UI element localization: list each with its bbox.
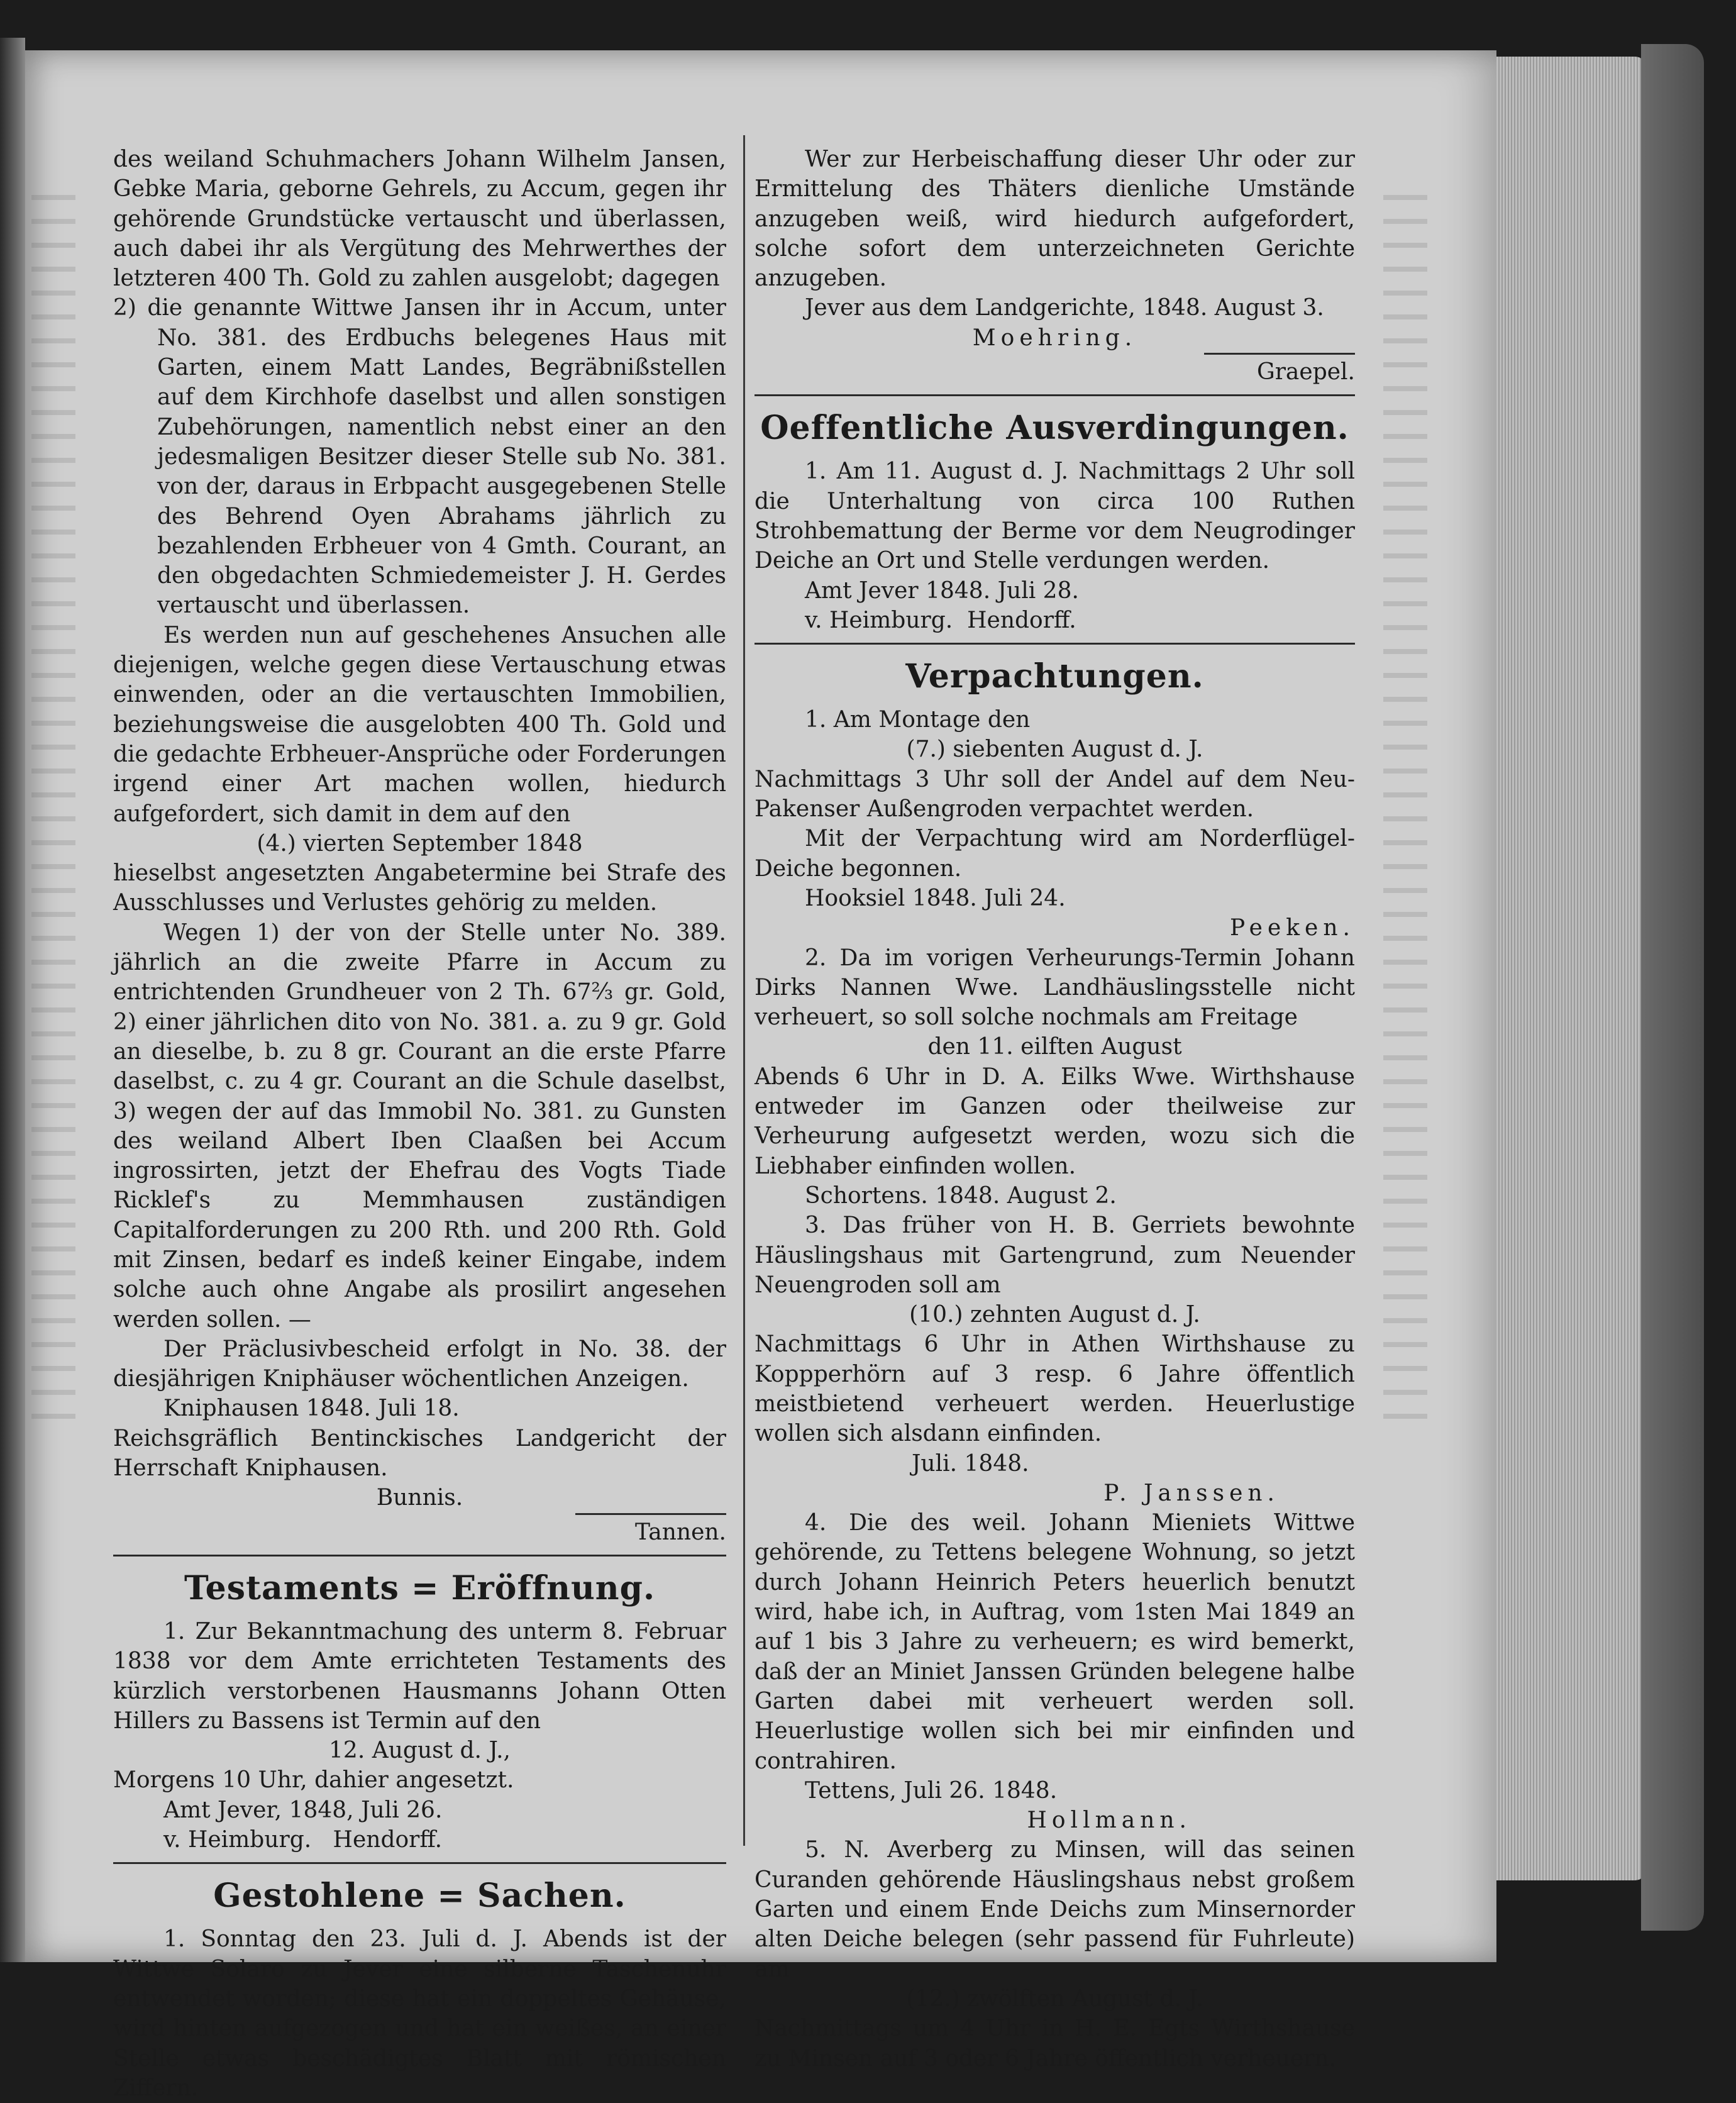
paragraph: 1. Zur Bekanntmachung des unterm 8. Februar 1838 vor dem Amte errichteten Testaments des kürzlich verstorbenen Hausmanns Johann Otten Hillers zu Bassens ist Termin auf den <box>113 1618 726 1734</box>
column-divider <box>743 135 745 1846</box>
place-date: Kniphausen 1848. Juli 18. <box>163 1396 460 1422</box>
signature: P. Janssen. <box>1103 1480 1280 1506</box>
section-heading: Oeffentliche Ausverdingungen. <box>760 409 1349 448</box>
section-heading: Gestohlene = Sachen. <box>213 1877 626 1916</box>
signature: Hollmann. <box>1027 1807 1191 1834</box>
signature: v. Heimburg. Hendorff. <box>163 1827 443 1853</box>
place-date: Tettens, Juli 26. 1848. <box>805 1777 1058 1804</box>
signature: Tannen. <box>575 1513 726 1547</box>
bleed-through-right <box>1383 176 1427 1434</box>
date-line: (10.) zehnten August d. J. <box>909 1302 1200 1328</box>
signature: Peeken. <box>1230 915 1355 941</box>
bleed-through-left <box>31 176 75 1434</box>
paragraph: 2) die genannte Wittwe Jansen ihr in Accum, unter No. 381. des Erdbuchs belegenes Haus mit Garten, einem Matt Landes, Begräbnißstellen auf dem Kirchhofe daselbst und allen sonstigen Zubehörungen, namentlich nebst einer an den jedesmaligen Besitzer dieser Stelle sub No. 381. von der, daraus in Erbpacht ausgegebenen Stelle des Behrend Oyen Abrahams jährlich zu bezahlenden Erbheuer von 4 Gmth. Courant, an den obgedachten Schmiedemeister J. H. Gerdes vertauscht und überlassen. <box>113 295 726 619</box>
signature: Moehring. <box>972 325 1137 351</box>
section-rule <box>113 1555 726 1556</box>
place-date: Juli. 1848. <box>912 1450 1029 1477</box>
signature: Graepel. <box>1204 353 1355 387</box>
paragraph: 2. Da im vorigen Verheurungs-Termin Johann Dirks Nannen Wwe. Landhäuslingsstelle nicht verheuert, so soll solche nochmals am Freitage <box>755 945 1355 1031</box>
paragraph: Wegen 1) der von der Stelle unter No. 389. jährlich an die zweite Pfarre in Accum zu entrichtenden Grundheuer von 2 Th. 67⅔ gr. Gold, 2) einer jährlichen dito von No. 381. a. zu 9 gr. Gold an dieselbe, b. zu 8 gr. Courant an die erste Pfarre daselbst, c. zu 4 gr. Courant an die Schule daselbst, 3) wegen der auf das Immobil No. 381. zu Gunsten des weiland Albert Iben Claaßen bei Accum ingrossirten, jetzt der Ehefrau des Vogts Tiade Ricklef's zu Memmhausen zuständigen Capitalforderungen zu 200 Rth. und 200 Rth. Gold mit Zinsen, bedarf es indeß keiner Eingabe, indem solche auch ohne Angabe als prosilirt angesehen werden sollen. — <box>113 919 726 1333</box>
place-date: Jever aus dem Landgerichte, 1848. August 3. <box>805 295 1324 321</box>
signature: Bunnis. <box>376 1485 463 1511</box>
page-stack-edge <box>1496 57 1647 1880</box>
paragraph: Wer zur Herbeischaffung dieser Uhr oder zur Ermittelung des Thäters dienliche Umstände anzugeben weiß, wird hiedurch aufgefordert, solche sofort dem unterzeichneten Gerichte anzugeben. <box>755 147 1355 292</box>
book-cover <box>1641 44 1704 1931</box>
section-rule <box>755 394 1355 396</box>
paragraph: Es werden nun auf geschehenes Ansuchen alle diejenigen, welche gegen diese Vertauschung etwas einwenden, oder an die vertauschten Immobilien, beziehungsweise die ausgelobten 400 Th. Gold und die gedachte Erbheuer-Ansprüche oder Forderungen irgend einer Art machen wollen, hiedurch aufgefordert, sich damit in dem auf den <box>113 622 726 827</box>
date-line: (12.) zwölften August d. J. <box>906 1985 1203 2012</box>
place-date: Schortens. 1848. August 2. <box>805 1182 1117 1209</box>
paragraph: des weiland Schuhmachers Johann Wilhelm Jansen, Gebke Maria, geborne Gehrels, zu Accum, gegen ihr gehörende Grundstücke vertauscht und überlassen, auch dabei ihr als Vergütung des Mehrwerthes der letzteren 400 Th. Gold zu zahlen ausgelobt; dagegen <box>113 147 726 292</box>
signature-rule <box>755 353 1355 387</box>
paragraph: Der Präclusivbescheid erfolgt in No. 38. der diesjährigen Kniphäuser wöchentlichen Anzeigen. <box>113 1336 726 1392</box>
paragraph: Nachmittags 6 Uhr in Athen Wirthshause zu Koppperhörn auf 3 resp. 6 Jahre öffentlich meistbietend verheuert werden. Heuerlustige wollen sich alsdann einfinden. <box>755 1331 1355 1447</box>
paragraph: 1. Am 11. August d. J. Nachmittags 2 Uhr soll die Unterhaltung von circa 100 Ruthen Strohbemattung der Berme vor dem Neugrodinger Deiche an Ort und Stelle verdungen werden. <box>755 458 1355 574</box>
place-date: Hooksiel 1848. Juli 24. <box>805 885 1066 911</box>
section-heading: Verpachtungen. <box>905 657 1204 696</box>
paragraph: Nachmittags um 4 Uhr in H. E. Egts Wirthshause zu Minsen auf 3 oder 6 Jahre öffentlich verheuern. <box>755 2016 1355 2072</box>
paragraph: 4. Die des weil. Johann Mieniets Wittwe gehörende, zu Tettens belegene Wohnung, so jetzt durch Johann Heinrich Peters heuerlich benutzt wird, habe ich, in Auftrag, vom 1sten Mai 1849 an auf 1 bis 3 Jahre zu verheuern; es wird bemerkt, daß der an Miniet Janssen Gründen belegene halbe Garten dabei mit verheuert werden soll. Heuerlustige wollen sich bei mir einfinden und contrahiren. <box>755 1510 1355 1774</box>
paragraph: 1. Am Montage den <box>805 707 1031 733</box>
date-line: (7.) siebenten August d. J. <box>906 736 1203 763</box>
signature: v. Heimburg. Hendorff. <box>805 607 1076 633</box>
place-date: Amt Jever, 1848, Juli 26. <box>163 1797 443 1823</box>
section-rule <box>113 1862 726 1864</box>
paragraph: 5. N. Averberg zu Minsen, will das seinen Curanden gehörende Häuslingshaus nebst großem Garten und einem Ende Deichs zum Minsernorder alten Deiche belegen (sehr passend für Fuhrleute) am <box>755 1837 1355 1982</box>
section-rule <box>755 643 1355 645</box>
date-line: (4.) vierten September 1848 <box>257 830 583 857</box>
left-column <box>113 145 726 2103</box>
previous-page-edge <box>0 38 25 1962</box>
paragraph: Nachmittags 3 Uhr soll der Andel auf dem Neu-Pakenser Außengroden verpachtet werden. <box>755 766 1355 823</box>
paragraph: 1. Sonntag den 23. Juli d. J. Abends ist der Wittwe Solaro zu Jever eine silberne Taschenuhr entwendet worden; diese hat ein doppeltes Gehäuse, wird hinten aufgezogen und hat ein weißes, an einer Stelle etwas beschädigtes Blatt mit römischen Ziffern. <box>113 1926 726 2101</box>
date-line: den 11. eilften August <box>927 1034 1182 1060</box>
signature-rule <box>113 1513 726 1547</box>
place-date: Amt Jever 1848. Juli 28. <box>805 577 1079 604</box>
paragraph: Abends 6 Uhr in D. A. Eilks Wwe. Wirthshause entweder im Ganzen oder theilweise zur Verheurung aufgesetzt werden, wozu sich die Liebhaber einfinden wollen. <box>755 1063 1355 1179</box>
section-heading: Testaments = Eröffnung. <box>184 1568 656 1607</box>
right-column <box>755 145 1355 2073</box>
paragraph: Mit der Verpachtung wird am Norderflügel-Deiche begonnen. <box>755 826 1355 882</box>
paragraph: Morgens 10 Uhr, dahier angesetzt. <box>113 1767 514 1794</box>
date-line: 12. August d. J., <box>329 1738 511 1764</box>
paragraph: 3. Das früher von H. B. Gerriets bewohnte Häuslingshaus mit Gartengrund, zum Neuender Neuengroden soll am <box>755 1212 1355 1298</box>
authority: Reichsgräflich Bentinckisches Landgericht der Herrschaft Kniphausen. <box>113 1425 726 1482</box>
paragraph: hieselbst angesetzten Angabetermine bei Strafe des Ausschlusses und Verlustes gehörig zu melden. <box>113 860 726 916</box>
